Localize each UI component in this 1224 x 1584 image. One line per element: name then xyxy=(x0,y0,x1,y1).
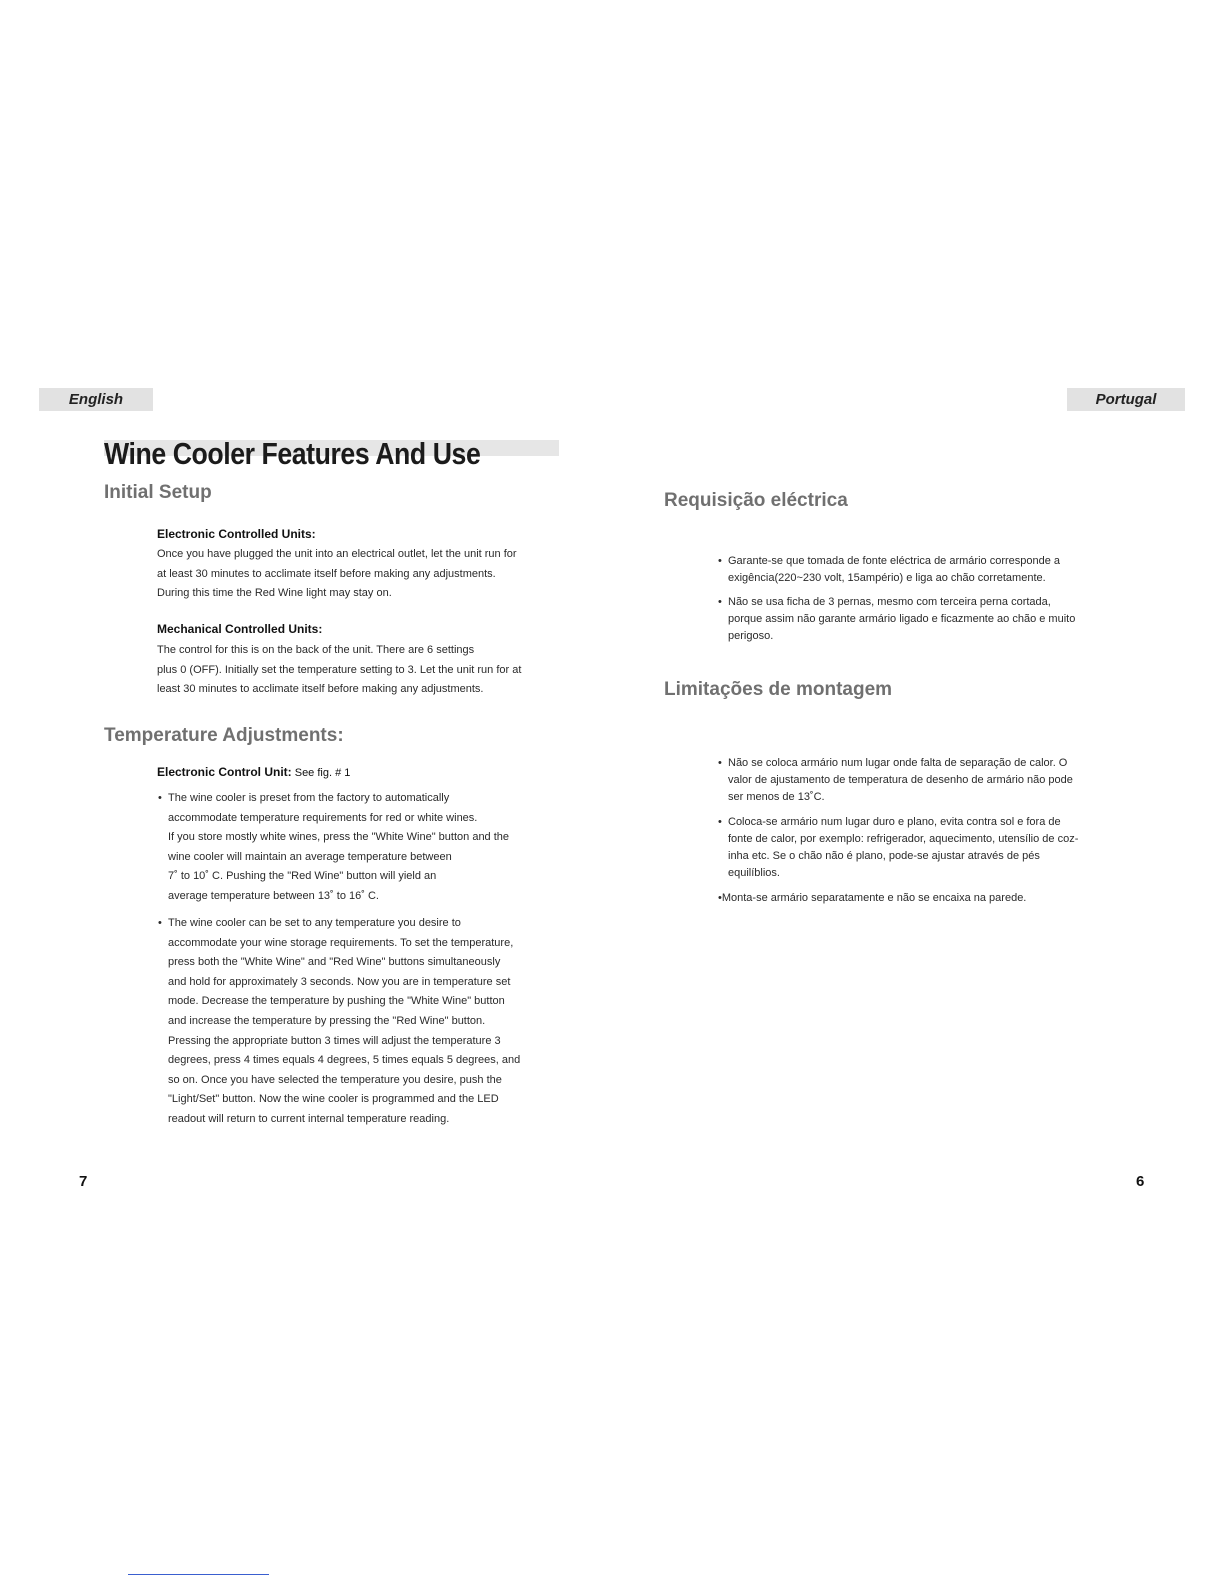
requisicao-bullet-1: • Garante-se que tomada de fonte eléctrica de armário corresponde a exigência(220~230 volt, 15ampério) e liga ao chão corretamente. xyxy=(718,555,1061,584)
bullet-dot: • xyxy=(718,596,722,608)
requisicao-heading: Requisição eléctrica xyxy=(664,490,848,511)
limitacoes-heading: Limitações de montagem xyxy=(664,679,893,700)
electronic-units-text: Once you have plugged the unit into an electrical outlet, let the unit run for at least 30 minutes to acclimate itself before making any adjustments. During this time the Red Wine light may stay on. xyxy=(157,548,517,600)
page-number-right: 6 xyxy=(1136,1173,1145,1190)
limitacoes-bullet-1: • Não se coloca armário num lugar onde falta de separação de calor. O valor de ajustamento de temperatura de desenho de armário não pode ser menos de 13˚C. xyxy=(718,757,1073,803)
temperature-adjustments-heading: Temperature Adjustments: xyxy=(104,725,344,746)
page-number-left: 7 xyxy=(79,1173,88,1190)
temperature-bullet-2: • The wine cooler can be set to any temperature you desire to accommodate your wine storage requirements. To set the temperature, press both the "White Wine" and "Red Wine" buttons simultaneously and hold for approximately 3 seconds. Now you are in temperature set mode. Decrease the temperature by pushing the "White Wine" button and increase the temperature by pressing the "Red Wine" button. Pressing the appropriate button 3 times will adjust the temperature 3 degrees, press 4 times equals 4 degrees, 5 times equals 5 degrees, and so on. Once you have selected the temperature you desire, push the "Light/Set" button. Now the wine cooler is programmed and the LED readout will return to current internal temperature reading. xyxy=(168,914,520,1130)
page-title: Wine Cooler Features And Use xyxy=(104,436,481,471)
initial-setup-heading: Initial Setup xyxy=(104,482,212,503)
bullet-dot: • xyxy=(158,792,162,804)
mechanical-units-subheading: Mechanical Controlled Units: xyxy=(157,622,323,636)
language-tab-english: English xyxy=(39,388,153,411)
mechanical-units-text: The control for this is on the back of the unit. There are 6 settings plus 0 (OFF). Initially set the temperature setting to 3. Let the unit run for at least 30 minutes to acclimate itself before making any adjustments. xyxy=(157,644,522,696)
limitacoes-bullet-3: •Monta-se armário separatamente e não se encaixa na parede. xyxy=(718,892,1027,904)
control-unit-label: Electronic Control Unit: xyxy=(157,765,292,779)
bullet-dot: • xyxy=(718,757,722,769)
electronic-units-subheading: Electronic Controlled Units: xyxy=(157,527,316,541)
limitacoes-bullet-2: • Coloca-se armário num lugar duro e plano, evita contra sol e fora de fonte de calor, por exemplo: refrigerador, aquecimento, utensílio de coz- inha etc. Se o chão não é plano, pode-se ajustar através de pés equilíblios. xyxy=(718,816,1079,879)
bullet-dot: • xyxy=(718,555,722,567)
bullet-dot: • xyxy=(158,917,162,929)
language-tab-portugal: Portugal xyxy=(1067,388,1185,411)
control-unit-line xyxy=(157,765,350,779)
bullet-dot: • xyxy=(718,816,722,828)
requisicao-bullet-2: • Não se usa ficha de 3 pernas, mesmo com terceira perna cortada, porque assim não garante armário ligado e ficazmente ao chão e muito perigoso. xyxy=(718,596,1076,642)
temperature-bullet-1: • The wine cooler is preset from the factory to automatically accommodate temperature requirements for red or white wines. If you store mostly white wines, press the "White Wine" button and the wine cooler will maintain an average temperature between 7˚ to 10˚ C. Pushing the "Red Wine" button will yield an average temperature between 13˚ to 16˚ C. xyxy=(168,789,509,907)
control-unit-ref: See fig. # 1 xyxy=(291,767,351,779)
footer-link-line xyxy=(128,1574,269,1575)
